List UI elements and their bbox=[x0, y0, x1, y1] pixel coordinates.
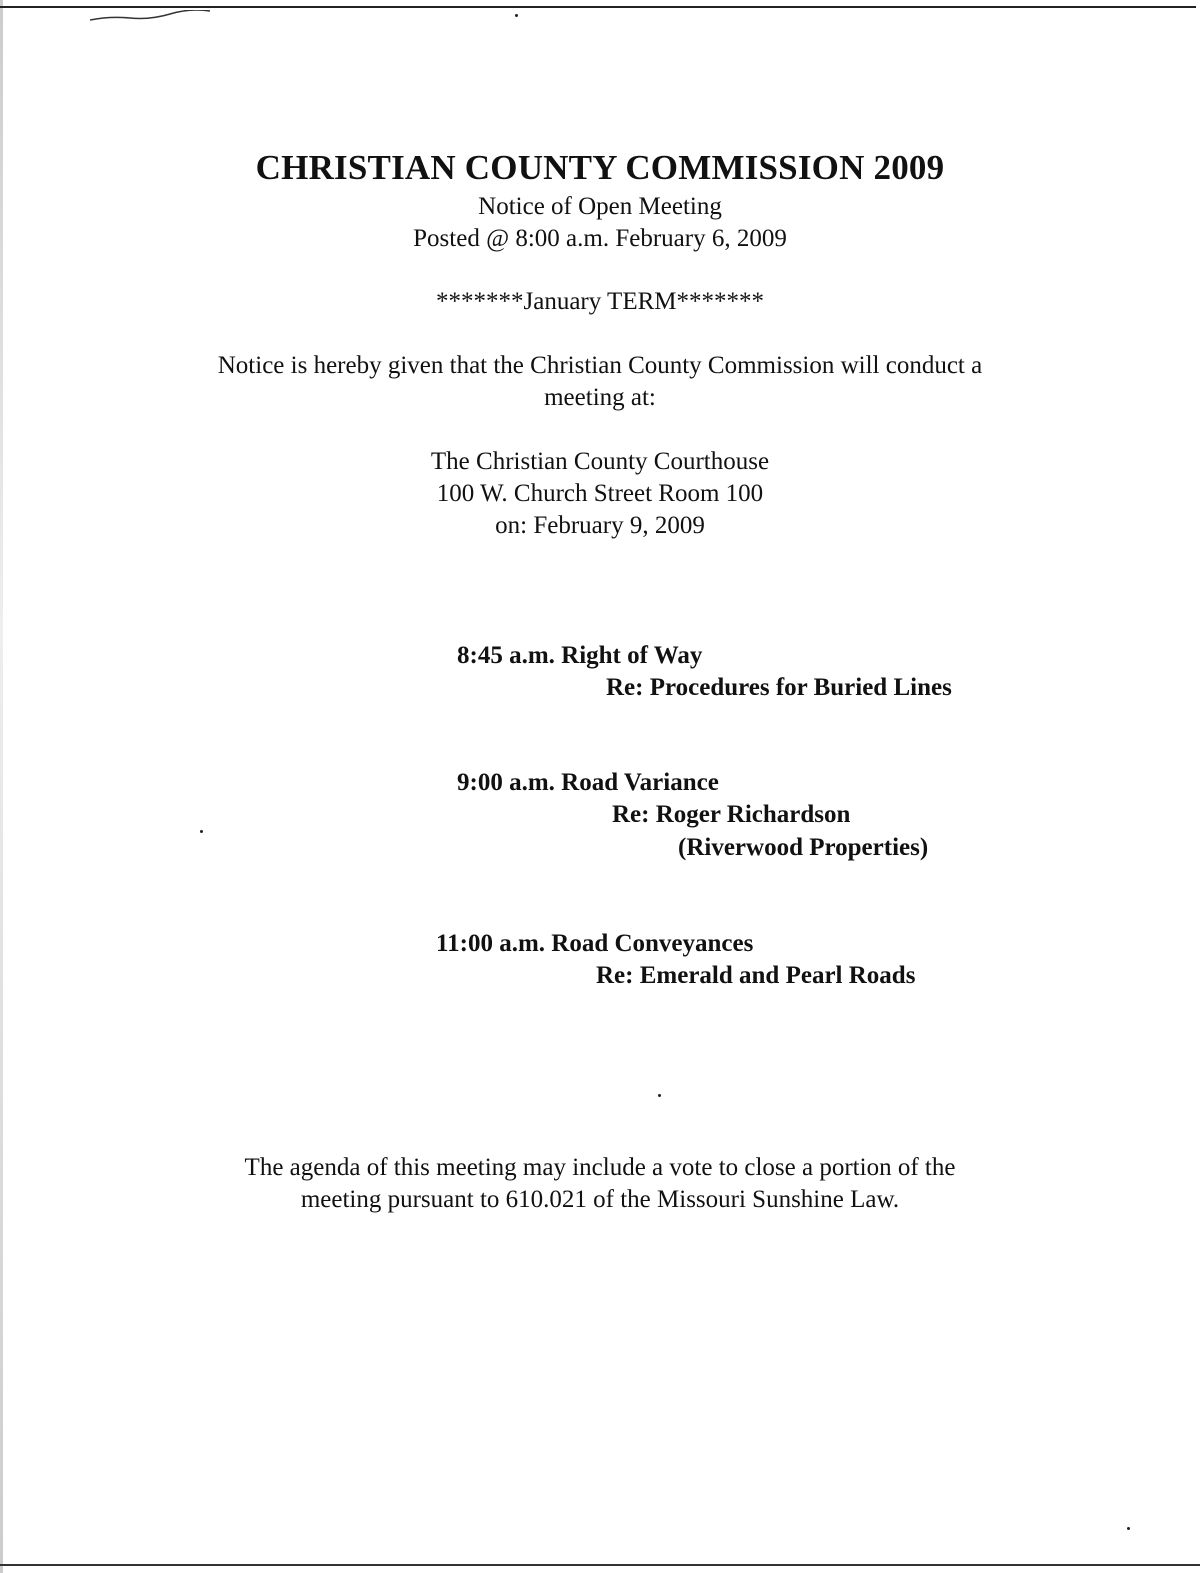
agenda-item-time: 11:00 a.m. Road Conveyances bbox=[436, 930, 754, 957]
document-subtitle: Notice of Open Meeting bbox=[478, 193, 722, 220]
meeting-date: on: February 9, 2009 bbox=[495, 512, 705, 539]
notice-text-line: Notice is hereby given that the Christian County Commission will conduct a bbox=[217, 352, 983, 379]
scan-speck bbox=[658, 1094, 661, 1097]
posted-timestamp: Posted @ 8:00 a.m. February 6, 2009 bbox=[413, 225, 787, 252]
term-banner: *******January TERM******* bbox=[436, 288, 764, 315]
location-building: The Christian County Courthouse bbox=[430, 448, 770, 475]
scan-top-border bbox=[0, 6, 1196, 8]
agenda-item-re: Re: Emerald and Pearl Roads bbox=[596, 962, 916, 989]
agenda-item-re-continued: (Riverwood Properties) bbox=[678, 834, 929, 861]
location-address: 100 W. Church Street Room 100 bbox=[436, 480, 764, 507]
scan-speck bbox=[1127, 1527, 1130, 1530]
scan-smudge-mark bbox=[90, 10, 210, 24]
agenda-item-time: 9:00 a.m. Road Variance bbox=[457, 769, 719, 796]
agenda-item-re: Re: Procedures for Buried Lines bbox=[606, 674, 952, 701]
agenda-item-time: 8:45 a.m. Right of Way bbox=[457, 642, 703, 669]
scan-speck bbox=[200, 830, 203, 833]
notice-text-line: meeting at: bbox=[544, 384, 656, 411]
footer-text-line: The agenda of this meeting may include a vote to close a portion of the bbox=[244, 1154, 956, 1181]
agenda-item-re: Re: Roger Richardson bbox=[612, 801, 851, 828]
scan-bottom-border bbox=[0, 1564, 1200, 1566]
scan-speck bbox=[515, 14, 518, 17]
footer-text-line: meeting pursuant to 610.021 of the Missouri Sunshine Law. bbox=[300, 1186, 900, 1213]
document-title: CHRISTIAN COUNTY COMMISSION 2009 bbox=[255, 148, 945, 187]
